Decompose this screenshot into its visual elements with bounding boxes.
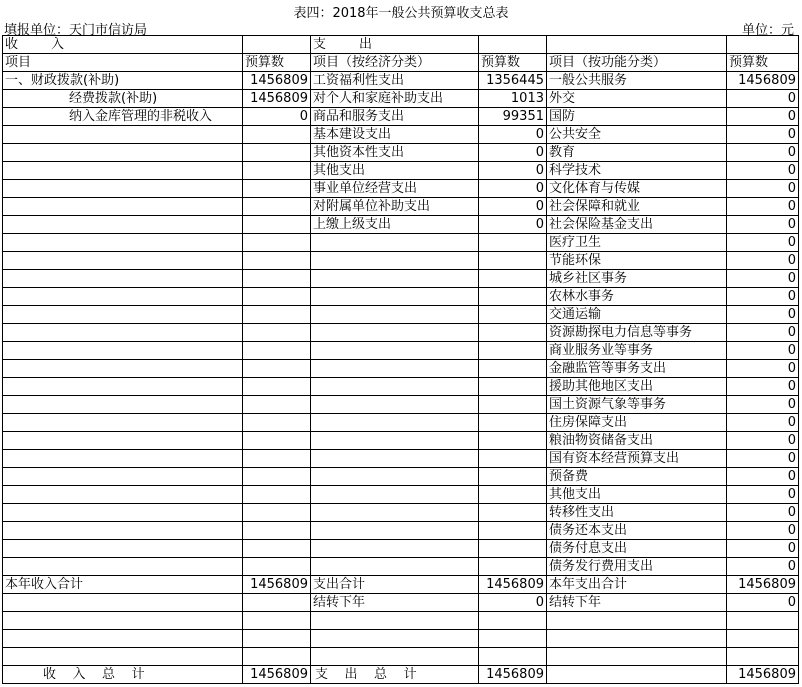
- income-item: [3, 378, 243, 396]
- income-value: [243, 450, 311, 468]
- income-value: [243, 288, 311, 306]
- func-value: 0: [727, 378, 799, 396]
- econ-item: 工资福利性支出: [311, 72, 479, 90]
- income-value: 1456809: [243, 666, 311, 684]
- func-value: 0: [727, 342, 799, 360]
- func-item: [547, 648, 727, 666]
- econ-item: [311, 414, 479, 432]
- income-value: [243, 234, 311, 252]
- table-row: [3, 378, 799, 396]
- table-row: [3, 162, 799, 180]
- income-item: [3, 216, 243, 234]
- econ-value: [479, 306, 547, 324]
- income-item: [3, 396, 243, 414]
- econ-item: [311, 396, 479, 414]
- income-item: [3, 648, 243, 666]
- econ-item: 上缴上级支出: [311, 216, 479, 234]
- income-item: [3, 234, 243, 252]
- income-item: [3, 360, 243, 378]
- econ-item: 事业单位经营支出: [311, 180, 479, 198]
- econ-item: [311, 522, 479, 540]
- func-item: 国有资本经营预算支出: [547, 450, 727, 468]
- income-value: 1456809: [243, 90, 311, 108]
- income-item: [3, 468, 243, 486]
- func-value: 0: [727, 162, 799, 180]
- econ-value: 0: [479, 594, 547, 612]
- income-item: [3, 504, 243, 522]
- table-row: [3, 558, 799, 576]
- empty-cell: [727, 36, 799, 54]
- income-item: [3, 252, 243, 270]
- econ-value: [479, 432, 547, 450]
- func-item: 商业服务业等事务: [547, 342, 727, 360]
- func-value: 0: [727, 288, 799, 306]
- func-item: 债务还本支出: [547, 522, 727, 540]
- income-value: [243, 648, 311, 666]
- table-row: [3, 540, 799, 558]
- econ-value: [479, 270, 547, 288]
- econ-value: [479, 450, 547, 468]
- func-value: 1456809: [727, 666, 799, 684]
- econ-value: 0: [479, 180, 547, 198]
- econ-value: 1456809: [479, 576, 547, 594]
- income-item: [3, 432, 243, 450]
- income-value: 1456809: [243, 576, 311, 594]
- func-item: 粮油物资储备支出: [547, 432, 727, 450]
- func-item: 国土资源气象等事务: [547, 396, 727, 414]
- col-budget: 预算数: [727, 54, 799, 72]
- col-item: 项目: [3, 54, 243, 72]
- header-row-1: [3, 36, 799, 54]
- econ-value: [479, 648, 547, 666]
- table-row: [3, 324, 799, 342]
- income-item: [3, 126, 243, 144]
- econ-item: 商品和服务支出: [311, 108, 479, 126]
- func-item: 社会保险基金支出: [547, 216, 727, 234]
- income-item: [3, 558, 243, 576]
- income-item: [3, 522, 243, 540]
- func-value: 0: [727, 432, 799, 450]
- table-row: [3, 486, 799, 504]
- income-value: [243, 324, 311, 342]
- income-item: [3, 324, 243, 342]
- econ-value: 1013: [479, 90, 547, 108]
- econ-value: 0: [479, 126, 547, 144]
- table-row: [3, 288, 799, 306]
- func-item: 节能环保: [547, 252, 727, 270]
- income-value: [243, 414, 311, 432]
- econ-value: [479, 540, 547, 558]
- econ-item: [311, 270, 479, 288]
- econ-item: [311, 450, 479, 468]
- col-budget: 预算数: [243, 54, 311, 72]
- econ-value: 0: [479, 198, 547, 216]
- func-value: 0: [727, 558, 799, 576]
- func-item: [547, 612, 727, 630]
- econ-value: 0: [479, 144, 547, 162]
- func-item: 转移性支出: [547, 504, 727, 522]
- income-value: [243, 378, 311, 396]
- table-row: [3, 576, 799, 594]
- income-value: [243, 216, 311, 234]
- table-row: [3, 72, 799, 90]
- econ-item: [311, 504, 479, 522]
- empty-cell: [243, 36, 311, 54]
- table-row: [3, 630, 799, 648]
- econ-value: [479, 414, 547, 432]
- func-value: 0: [727, 216, 799, 234]
- func-item: 城乡社区事务: [547, 270, 727, 288]
- func-item: 国防: [547, 108, 727, 126]
- table-row: [3, 126, 799, 144]
- func-item: 外交: [547, 90, 727, 108]
- income-header: 收 入: [3, 36, 243, 54]
- income-item: [3, 198, 243, 216]
- func-item: 住房保障支出: [547, 414, 727, 432]
- income-item: 收 入 总 计: [3, 666, 243, 684]
- func-value: 0: [727, 468, 799, 486]
- econ-value: [479, 486, 547, 504]
- func-item: 其他支出: [547, 486, 727, 504]
- income-item: [3, 630, 243, 648]
- econ-value: [479, 522, 547, 540]
- func-value: 0: [727, 594, 799, 612]
- income-value: [243, 342, 311, 360]
- table-row: [3, 108, 799, 126]
- econ-value: [479, 396, 547, 414]
- func-value: 1456809: [727, 576, 799, 594]
- table-row: [3, 306, 799, 324]
- func-value: 0: [727, 324, 799, 342]
- func-value: 1456809: [727, 72, 799, 90]
- econ-item: [311, 540, 479, 558]
- reporting-unit: 填报单位：天门市信访局: [4, 23, 148, 38]
- econ-item: 支 出 总 计: [311, 666, 479, 684]
- income-item: [3, 414, 243, 432]
- budget-table: [2, 35, 799, 684]
- func-item: 本年支出合计: [547, 576, 727, 594]
- econ-value: [479, 324, 547, 342]
- table-row: [3, 360, 799, 378]
- income-value: [243, 504, 311, 522]
- table-row: [3, 504, 799, 522]
- econ-value: 1356445: [479, 72, 547, 90]
- income-value: [243, 180, 311, 198]
- table-row: [3, 648, 799, 666]
- income-item: [3, 288, 243, 306]
- col-budget: 预算数: [479, 54, 547, 72]
- func-value: 0: [727, 234, 799, 252]
- income-item: [3, 342, 243, 360]
- func-value: [727, 648, 799, 666]
- econ-value: [479, 342, 547, 360]
- income-value: [243, 468, 311, 486]
- table-title: 表四：2018年一般公共预算收支总表: [293, 6, 509, 21]
- econ-item: 其他资本性支出: [311, 144, 479, 162]
- income-value: 0: [243, 108, 311, 126]
- econ-value: [479, 378, 547, 396]
- table-row: [3, 450, 799, 468]
- income-value: [243, 162, 311, 180]
- func-value: 0: [727, 540, 799, 558]
- func-item: 交通运输: [547, 306, 727, 324]
- econ-item: [311, 630, 479, 648]
- func-item: 预备费: [547, 468, 727, 486]
- income-item: 经费拨款(补助): [3, 90, 243, 108]
- func-value: 0: [727, 252, 799, 270]
- econ-item: 支出合计: [311, 576, 479, 594]
- table-row: [3, 396, 799, 414]
- econ-item: [311, 612, 479, 630]
- table-row: [3, 414, 799, 432]
- econ-item: [311, 324, 479, 342]
- income-value: [243, 270, 311, 288]
- func-item: 医疗卫生: [547, 234, 727, 252]
- table-row: [3, 612, 799, 630]
- income-value: [243, 144, 311, 162]
- econ-item: [311, 360, 479, 378]
- table-row: [3, 180, 799, 198]
- table-row: [3, 432, 799, 450]
- func-item: 社会保障和就业: [547, 198, 727, 216]
- func-value: 0: [727, 450, 799, 468]
- econ-value: [479, 288, 547, 306]
- func-value: 0: [727, 504, 799, 522]
- income-item: [3, 450, 243, 468]
- econ-value: [479, 612, 547, 630]
- econ-item: [311, 486, 479, 504]
- econ-value: [479, 630, 547, 648]
- income-item: [3, 540, 243, 558]
- income-value: [243, 198, 311, 216]
- econ-value: [479, 468, 547, 486]
- econ-item: 基本建设支出: [311, 126, 479, 144]
- income-value: [243, 396, 311, 414]
- table-row: [3, 468, 799, 486]
- income-item: [3, 594, 243, 612]
- econ-item: [311, 306, 479, 324]
- econ-value: [479, 504, 547, 522]
- func-item: 结转下年: [547, 594, 727, 612]
- table-row: [3, 666, 799, 684]
- func-value: 0: [727, 198, 799, 216]
- currency-unit: 单位：元: [741, 23, 794, 38]
- income-value: [243, 126, 311, 144]
- table-row: [3, 144, 799, 162]
- func-value: 0: [727, 522, 799, 540]
- table-row: [3, 270, 799, 288]
- func-value: 0: [727, 414, 799, 432]
- income-item: [3, 270, 243, 288]
- income-item: [3, 486, 243, 504]
- income-item: [3, 162, 243, 180]
- income-item: [3, 306, 243, 324]
- income-item: 本年收入合计: [3, 576, 243, 594]
- econ-item: [311, 468, 479, 486]
- func-item: 金融监管等事务支出: [547, 360, 727, 378]
- func-item: 一般公共服务: [547, 72, 727, 90]
- econ-item: [311, 252, 479, 270]
- func-item: 文化体育与传媒: [547, 180, 727, 198]
- income-item: [3, 144, 243, 162]
- table-row: [3, 198, 799, 216]
- func-item: 公共安全: [547, 126, 727, 144]
- income-value: [243, 252, 311, 270]
- income-item: 纳入金库管理的非税收入: [3, 108, 243, 126]
- econ-item: [311, 432, 479, 450]
- table-row: [3, 342, 799, 360]
- income-value: [243, 594, 311, 612]
- func-value: 0: [727, 360, 799, 378]
- col-func: 项目（按功能分类）: [547, 54, 727, 72]
- econ-value: [479, 558, 547, 576]
- func-value: 0: [727, 306, 799, 324]
- empty-cell: [547, 36, 727, 54]
- expense-header: 支 出: [311, 36, 479, 54]
- econ-value: 1456809: [479, 666, 547, 684]
- func-item: 债务发行费用支出: [547, 558, 727, 576]
- table-row: [3, 252, 799, 270]
- func-value: 0: [727, 180, 799, 198]
- func-item: 援助其他地区支出: [547, 378, 727, 396]
- func-value: 0: [727, 144, 799, 162]
- func-value: [727, 630, 799, 648]
- econ-value: [479, 360, 547, 378]
- econ-item: 其他支出: [311, 162, 479, 180]
- econ-item: 结转下年: [311, 594, 479, 612]
- income-value: [243, 522, 311, 540]
- econ-item: [311, 648, 479, 666]
- econ-value: 99351: [479, 108, 547, 126]
- func-item: [547, 630, 727, 648]
- econ-item: [311, 558, 479, 576]
- func-item: 科学技术: [547, 162, 727, 180]
- income-value: [243, 630, 311, 648]
- income-value: 1456809: [243, 72, 311, 90]
- table-row: [3, 90, 799, 108]
- col-econ: 项目（按经济分类）: [311, 54, 479, 72]
- func-item: [547, 666, 727, 684]
- econ-item: [311, 234, 479, 252]
- econ-item: [311, 378, 479, 396]
- income-value: [243, 432, 311, 450]
- func-item: 农林水事务: [547, 288, 727, 306]
- func-value: [727, 612, 799, 630]
- func-item: 教育: [547, 144, 727, 162]
- income-value: [243, 558, 311, 576]
- income-value: [243, 306, 311, 324]
- income-item: [3, 612, 243, 630]
- func-value: 0: [727, 90, 799, 108]
- econ-item: 对附属单位补助支出: [311, 198, 479, 216]
- income-item: 一、财政拨款(补助): [3, 72, 243, 90]
- income-value: [243, 360, 311, 378]
- income-value: [243, 486, 311, 504]
- func-item: 债务付息支出: [547, 540, 727, 558]
- func-value: 0: [727, 108, 799, 126]
- econ-value: 0: [479, 216, 547, 234]
- econ-item: [311, 342, 479, 360]
- income-value: [243, 540, 311, 558]
- table-row: [3, 522, 799, 540]
- func-value: 0: [727, 486, 799, 504]
- header-row-2: [3, 54, 799, 72]
- empty-cell: [479, 36, 547, 54]
- income-value: [243, 612, 311, 630]
- table-row: [3, 216, 799, 234]
- econ-value: [479, 234, 547, 252]
- func-value: 0: [727, 126, 799, 144]
- func-item: 资源勘探电力信息等事务: [547, 324, 727, 342]
- econ-value: [479, 252, 547, 270]
- func-value: 0: [727, 396, 799, 414]
- func-value: 0: [727, 270, 799, 288]
- econ-item: [311, 288, 479, 306]
- income-item: [3, 180, 243, 198]
- econ-item: 对个人和家庭补助支出: [311, 90, 479, 108]
- table-row: [3, 594, 799, 612]
- table-row: [3, 234, 799, 252]
- econ-value: 0: [479, 162, 547, 180]
